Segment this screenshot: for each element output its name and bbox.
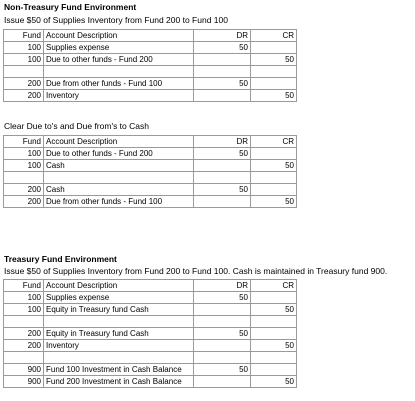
dr-cell [194, 160, 251, 172]
table-header-row [4, 280, 297, 292]
fund-cell: 100 [4, 54, 44, 66]
header-fund: Fund [4, 280, 44, 292]
header-cr: CR [251, 280, 297, 292]
table-row [4, 184, 297, 196]
fund-cell: 200 [4, 196, 44, 208]
account-description-cell: Cash [44, 160, 194, 172]
account-description-cell: Equity in Treasury fund Cash [44, 304, 194, 316]
table-row [4, 54, 297, 66]
table-row [4, 42, 297, 54]
journal-table-clear [3, 135, 297, 208]
table-header-row [4, 30, 297, 42]
header-cr: CR [251, 136, 297, 148]
dr-cell [194, 90, 251, 102]
table-row [4, 364, 297, 376]
cr-cell: 50 [251, 376, 297, 388]
journal-table-non-treasury [3, 29, 297, 102]
cr-cell [251, 364, 297, 376]
dr-cell: 50 [194, 148, 251, 160]
dr-cell [194, 340, 251, 352]
account-description-cell: Cash [44, 184, 194, 196]
section-title-non-treasury: Non-Treasury Fund Environment [4, 2, 137, 12]
section-subtitle-clear: Clear Due to's and Due from's to Cash [4, 121, 149, 131]
dr-cell [194, 304, 251, 316]
account-description-cell [44, 66, 194, 78]
table-row [4, 304, 297, 316]
account-description-cell: Inventory [44, 340, 194, 352]
account-description-cell [44, 172, 194, 184]
spacer-row [4, 172, 297, 184]
dr-cell [194, 54, 251, 66]
fund-cell [4, 66, 44, 78]
cr-cell [251, 148, 297, 160]
cr-cell [251, 316, 297, 328]
fund-cell: 200 [4, 340, 44, 352]
cr-cell: 50 [251, 340, 297, 352]
section-title-treasury: Treasury Fund Environment [4, 254, 117, 264]
header-cr: CR [251, 30, 297, 42]
section-subtitle-non-treasury: Issue $50 of Supplies Inventory from Fund 200 to Fund 100 [4, 15, 228, 25]
cr-cell [251, 66, 297, 78]
fund-cell [4, 352, 44, 364]
fund-cell: 200 [4, 90, 44, 102]
table-header-row [4, 136, 297, 148]
cr-cell [251, 172, 297, 184]
table-row [4, 148, 297, 160]
header-fund: Fund [4, 30, 44, 42]
cr-cell [251, 78, 297, 90]
header-account-description: Account Description [44, 280, 194, 292]
table-row [4, 376, 297, 388]
spacer-row [4, 66, 297, 78]
account-description-cell: Equity in Treasury fund Cash [44, 328, 194, 340]
fund-cell: 100 [4, 292, 44, 304]
spacer-row [4, 352, 297, 364]
dr-cell [194, 196, 251, 208]
fund-cell: 100 [4, 42, 44, 54]
fund-cell [4, 316, 44, 328]
dr-cell [194, 66, 251, 78]
fund-cell: 900 [4, 364, 44, 376]
account-description-cell: Due to other funds - Fund 200 [44, 54, 194, 66]
table-row [4, 90, 297, 102]
account-description-cell: Due to other funds - Fund 200 [44, 148, 194, 160]
header-dr: DR [194, 30, 251, 42]
fund-cell: 200 [4, 184, 44, 196]
fund-cell: 100 [4, 148, 44, 160]
dr-cell [194, 172, 251, 184]
dr-cell [194, 376, 251, 388]
cr-cell: 50 [251, 54, 297, 66]
cr-cell [251, 328, 297, 340]
account-description-cell: Supplies expense [44, 42, 194, 54]
section-subtitle-treasury: Issue $50 of Supplies Inventory from Fund 200 to Fund 100. Cash is maintained in Treasury fund 900. [4, 266, 388, 276]
dr-cell [194, 316, 251, 328]
dr-cell: 50 [194, 364, 251, 376]
cr-cell: 50 [251, 90, 297, 102]
header-fund: Fund [4, 136, 44, 148]
cr-cell [251, 184, 297, 196]
journal-table-treasury [3, 279, 297, 388]
table-row [4, 196, 297, 208]
fund-cell: 200 [4, 328, 44, 340]
table-row [4, 78, 297, 90]
dr-cell: 50 [194, 42, 251, 54]
account-description-cell: Inventory [44, 90, 194, 102]
fund-cell: 100 [4, 160, 44, 172]
dr-cell [194, 352, 251, 364]
fund-cell [4, 172, 44, 184]
table-row [4, 340, 297, 352]
header-account-description: Account Description [44, 30, 194, 42]
cr-cell: 50 [251, 160, 297, 172]
cr-cell: 50 [251, 304, 297, 316]
cr-cell: 50 [251, 196, 297, 208]
account-description-cell: Due from other funds - Fund 100 [44, 196, 194, 208]
dr-cell: 50 [194, 292, 251, 304]
cr-cell [251, 292, 297, 304]
dr-cell: 50 [194, 328, 251, 340]
cr-cell [251, 352, 297, 364]
dr-cell: 50 [194, 78, 251, 90]
table-row [4, 328, 297, 340]
fund-cell: 200 [4, 78, 44, 90]
cr-cell [251, 42, 297, 54]
table-row [4, 292, 297, 304]
account-description-cell [44, 352, 194, 364]
account-description-cell: Supplies expense [44, 292, 194, 304]
fund-cell: 100 [4, 304, 44, 316]
header-dr: DR [194, 280, 251, 292]
table-row [4, 160, 297, 172]
account-description-cell [44, 316, 194, 328]
spacer-row [4, 316, 297, 328]
account-description-cell: Fund 200 Investment in Cash Balance [44, 376, 194, 388]
fund-cell: 900 [4, 376, 44, 388]
dr-cell: 50 [194, 184, 251, 196]
header-account-description: Account Description [44, 136, 194, 148]
account-description-cell: Fund 100 Investment in Cash Balance [44, 364, 194, 376]
account-description-cell: Due from other funds - Fund 100 [44, 78, 194, 90]
header-dr: DR [194, 136, 251, 148]
